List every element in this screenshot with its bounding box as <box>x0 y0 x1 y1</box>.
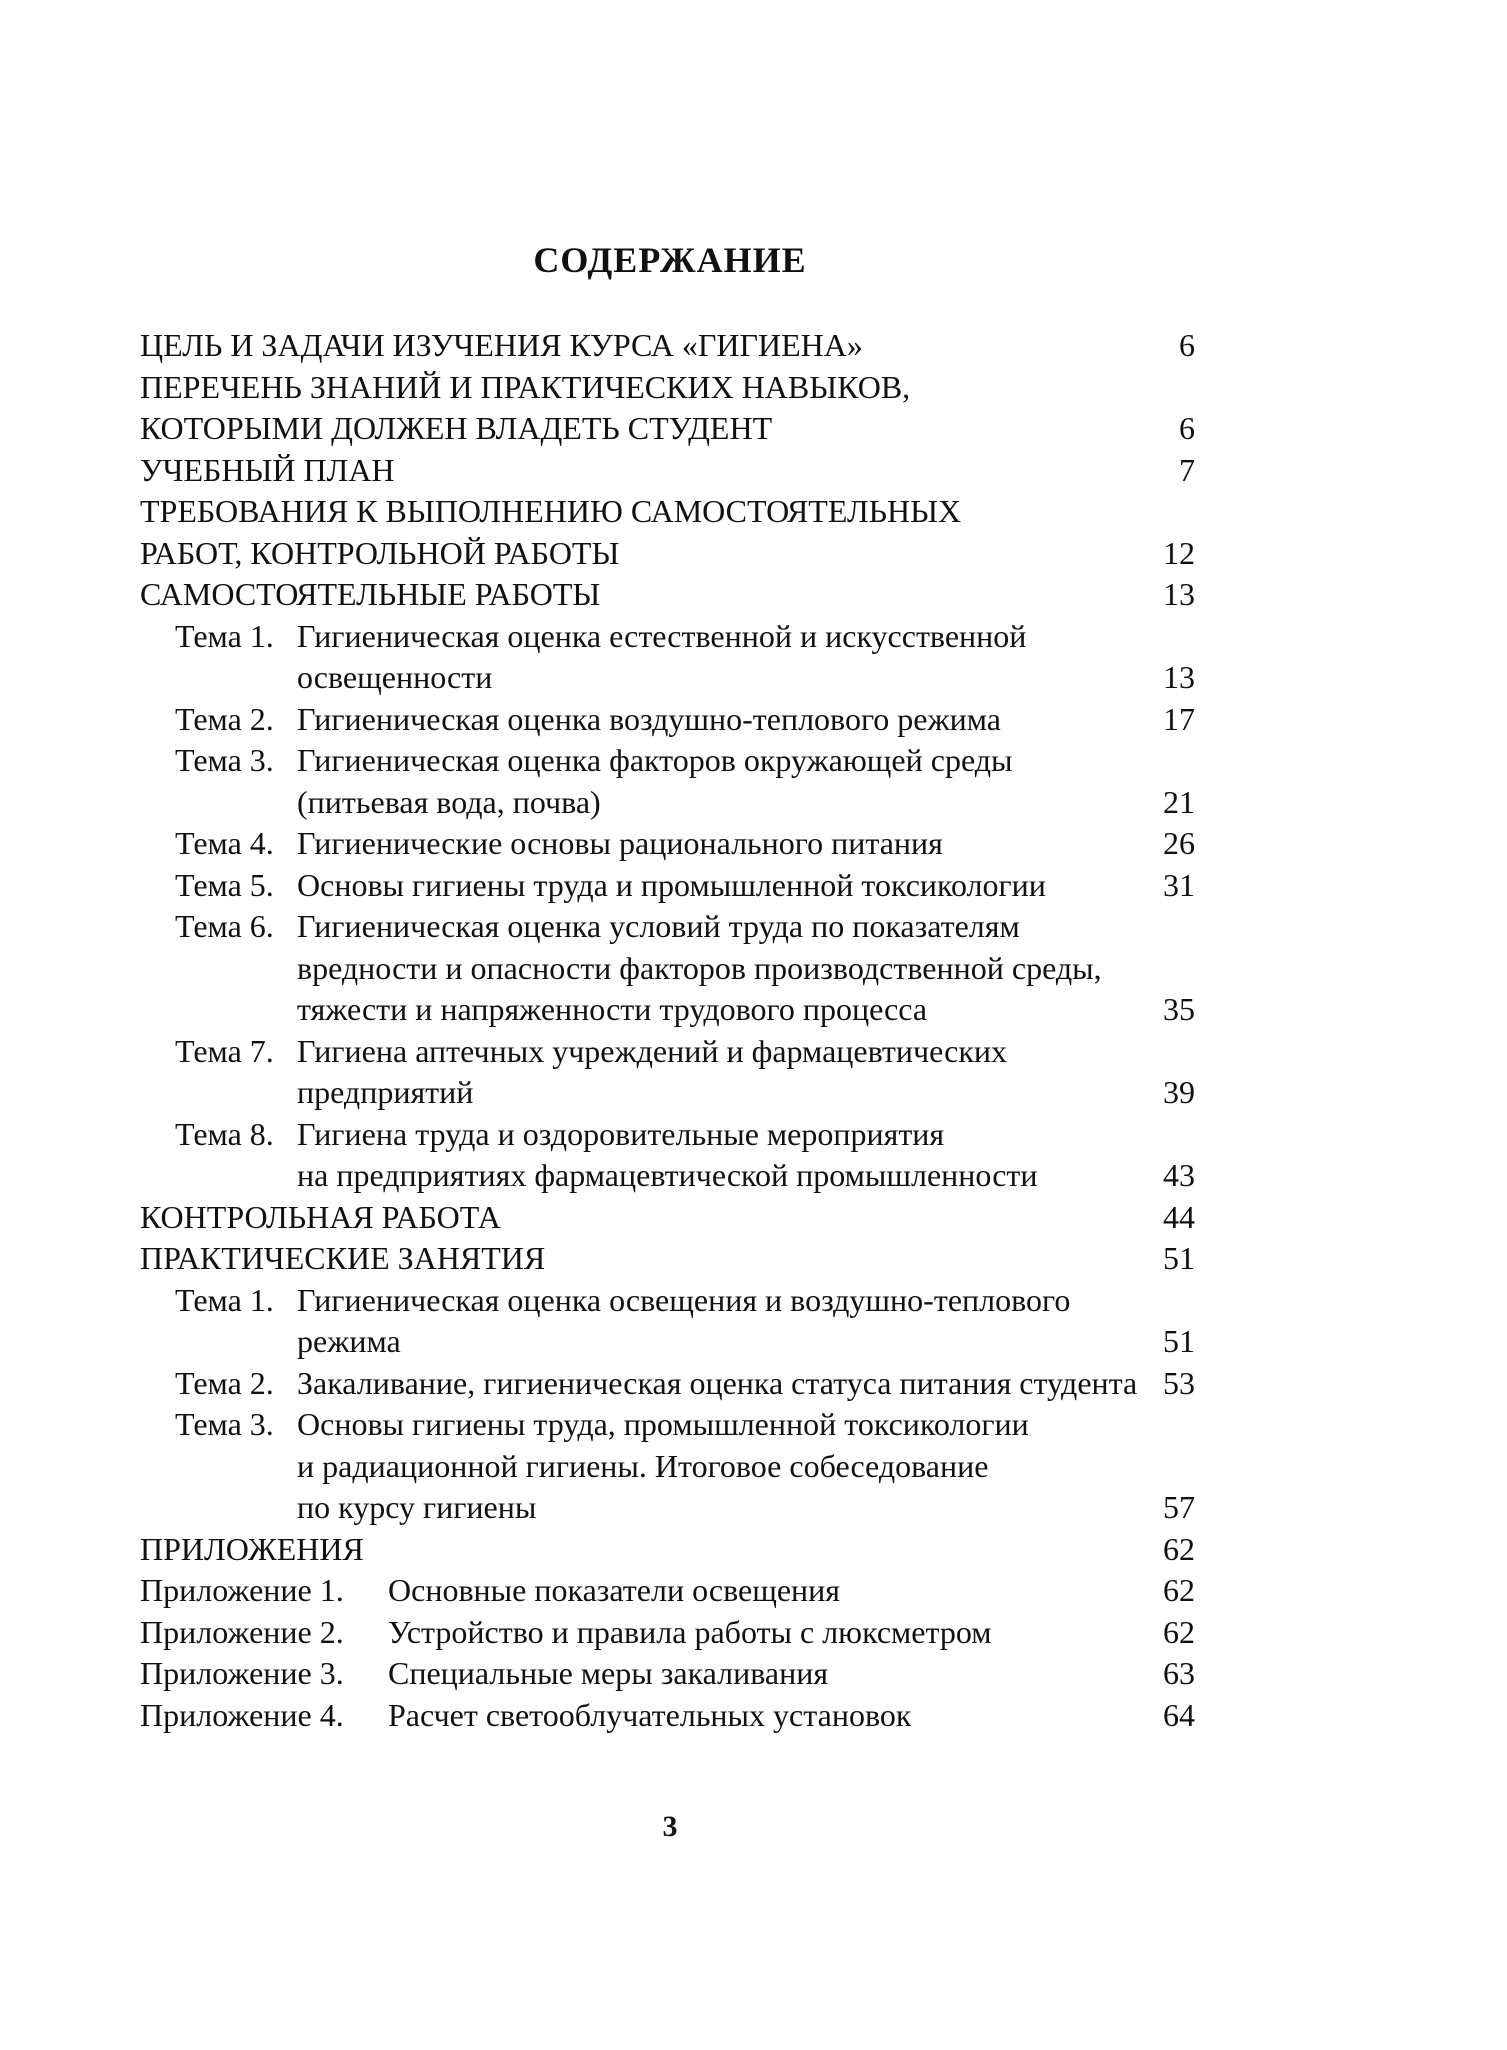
dot-leader <box>501 1227 1161 1228</box>
toc-entry-page: 57 <box>1163 1489 1195 1525</box>
toc-entry-label: освещенности <box>297 659 493 695</box>
toc-entry <box>140 491 1195 533</box>
dot-leader <box>1038 1185 1161 1186</box>
toc-entry-page: 64 <box>1163 1696 1195 1733</box>
dot-leader <box>545 1268 1161 1269</box>
toc-entry-label: Основные показатели освещения <box>388 1572 840 1608</box>
toc-entry-label: Основы гигиены труда, промышленной токсикологии <box>297 1406 1029 1442</box>
toc-entry-label: Гигиеническая оценка воздушно-теплового режима <box>297 700 1001 737</box>
toc-entry-label: на предприятиях фармацевтической промышленности <box>297 1157 1038 1193</box>
dot-leader <box>364 1559 1161 1560</box>
toc-entry-page: 6 <box>1179 410 1195 446</box>
toc-entry-page: 13 <box>1163 576 1195 612</box>
dot-leader <box>828 1683 1161 1684</box>
toc-entry-label: ПРИЛОЖЕНИЯ <box>140 1530 364 1567</box>
dot-leader <box>1137 1393 1161 1394</box>
toc-entry <box>140 1446 1195 1488</box>
toc-entry-number: Тема 6. <box>175 908 274 944</box>
toc-entry-page: 62 <box>1163 1613 1195 1650</box>
toc-entry <box>140 1487 1195 1529</box>
page-number: 3 <box>662 1810 678 1843</box>
toc-entry-number: Приложение 3. <box>140 1655 344 1691</box>
toc-entry <box>140 1321 1195 1363</box>
toc-entry <box>140 740 1195 782</box>
dot-leader <box>1001 729 1161 730</box>
toc-entry-label: вредности и опасности факторов производственной среды, <box>297 949 1102 986</box>
dot-leader <box>1046 895 1161 896</box>
toc-entry <box>140 1072 1195 1114</box>
toc-entry <box>140 367 1195 409</box>
dot-leader <box>943 853 1161 854</box>
dot-leader <box>863 355 1177 356</box>
toc-entry-label: предприятий <box>297 1074 474 1110</box>
toc-entry-label: Гигиеническая оценка условий труда по показателям <box>297 908 1020 944</box>
dot-leader <box>911 1725 1161 1726</box>
toc-entry-label: Гигиенические основы рационального питания <box>297 825 943 861</box>
toc-entry <box>140 1155 1195 1197</box>
toc-entry-number: Тема 4. <box>175 825 274 861</box>
toc-entry <box>140 1404 1195 1446</box>
toc-entry-page: 44 <box>1163 1198 1195 1235</box>
dot-leader <box>992 1642 1162 1643</box>
toc-entry <box>140 1363 1195 1405</box>
toc-entry <box>140 1114 1195 1156</box>
toc-entry-label: Закаливание, гигиеническая оценка статуса питания студента <box>297 1364 1138 1401</box>
toc-entry-number: Приложение 4. <box>140 1696 344 1733</box>
toc-entry <box>140 616 1195 658</box>
toc-entry-label: ПРАКТИЧЕСКИЕ ЗАНЯТИЯ <box>140 1240 546 1276</box>
toc-entry <box>140 1612 1195 1654</box>
toc-entry-number: Приложение 1. <box>140 1572 344 1608</box>
toc-entry-page: 17 <box>1163 700 1195 737</box>
toc-entry-label: ЦЕЛЬ И ЗАДАЧИ ИЗУЧЕНИЯ КУРСА «ГИГИЕНА» <box>140 327 863 363</box>
dot-leader <box>840 1600 1161 1601</box>
toc-entry-page: 51 <box>1163 1240 1195 1276</box>
toc-entry-number: Тема 2. <box>175 700 274 737</box>
dot-leader <box>772 438 1177 439</box>
toc-entry <box>140 989 1195 1031</box>
toc-entry-label: КОТОРЫМИ ДОЛЖЕН ВЛАДЕТЬ СТУДЕНТ <box>140 410 773 446</box>
toc-entry-number: Тема 1. <box>175 1281 274 1318</box>
toc-entry <box>140 533 1195 575</box>
toc-entry-number: Тема 2. <box>175 1364 274 1401</box>
toc-entry-label: КОНТРОЛЬНАЯ РАБОТА <box>140 1198 501 1235</box>
toc-entry-label: УЧЕБНЫЙ ПЛАН <box>140 451 395 488</box>
toc-entry-label: Гигиена труда и оздоровительные мероприятия <box>297 1115 945 1152</box>
toc-entry-number: Тема 3. <box>175 1406 274 1442</box>
dot-leader <box>601 812 1161 813</box>
dot-leader <box>619 563 1161 564</box>
dot-leader <box>927 1019 1161 1020</box>
toc-entry <box>140 408 1195 450</box>
toc-entry-number: Тема 7. <box>175 1032 274 1069</box>
toc-entry <box>140 865 1195 907</box>
dot-leader <box>395 480 1177 481</box>
toc-entry-label: ПЕРЕЧЕНЬ ЗНАНИЙ И ПРАКТИЧЕСКИХ НАВЫКОВ, <box>140 368 911 405</box>
toc-entry-page: 39 <box>1163 1074 1195 1110</box>
dot-leader <box>473 1102 1161 1103</box>
toc-entry-page: 21 <box>1163 783 1195 820</box>
toc-entry <box>140 574 1195 616</box>
toc-entry-page: 13 <box>1163 659 1195 695</box>
toc-entry-label: РАБОТ, КОНТРОЛЬНОЙ РАБОТЫ <box>140 534 620 571</box>
table-of-contents <box>140 325 1195 1736</box>
toc-entry-label: Гигиеническая оценка факторов окружающей среды <box>297 742 1013 778</box>
toc-entry <box>140 1238 1195 1280</box>
toc-entry-label: режима <box>297 1323 401 1359</box>
toc-entry-number: Тема 8. <box>175 1115 274 1152</box>
toc-entry <box>140 1529 1195 1571</box>
toc-entry <box>140 699 1195 741</box>
toc-entry <box>140 1653 1195 1695</box>
toc-entry-label: Расчет светооблучательных установок <box>388 1696 912 1733</box>
toc-entry <box>140 1695 1195 1737</box>
toc-entry-label: САМОСТОЯТЕЛЬНЫЕ РАБОТЫ <box>140 576 601 612</box>
toc-entry-label: ТРЕБОВАНИЯ К ВЫПОЛНЕНИЮ САМОСТОЯТЕЛЬНЫХ <box>140 493 962 529</box>
toc-entry-page: 63 <box>1163 1655 1195 1691</box>
toc-entry-label: Гигиеническая оценка освещения и воздушно-теплового <box>297 1281 1071 1318</box>
toc-entry <box>140 1280 1195 1322</box>
toc-entry <box>140 1570 1195 1612</box>
toc-entry <box>140 657 1195 699</box>
toc-entry-page: 26 <box>1163 825 1195 861</box>
toc-entry-number: Тема 5. <box>175 866 274 903</box>
toc-entry-label: по курсу гигиены <box>297 1489 537 1525</box>
toc-entry-label: Устройство и правила работы с люксметром <box>388 1613 992 1650</box>
toc-entry-page: 35 <box>1163 991 1195 1027</box>
toc-entry-label: Основы гигиены труда и промышленной токсикологии <box>297 866 1046 903</box>
toc-entry <box>140 823 1195 865</box>
toc-entry-page: 12 <box>1163 534 1195 571</box>
toc-entry-number: Тема 3. <box>175 742 274 778</box>
dot-leader <box>401 1351 1161 1352</box>
toc-entry-page: 43 <box>1163 1157 1195 1193</box>
toc-entry <box>140 782 1195 824</box>
toc-entry-label: Гигиена аптечных учреждений и фармацевтических <box>297 1032 1007 1069</box>
toc-entry-page: 31 <box>1163 866 1195 903</box>
toc-entry-page: 6 <box>1179 327 1195 363</box>
toc-entry-label: (питьевая вода, почва) <box>297 783 601 820</box>
toc-entry-number: Тема 1. <box>175 617 274 654</box>
page-title: СОДЕРЖАНИЕ <box>533 240 807 280</box>
toc-entry-label: Специальные меры закаливания <box>388 1655 829 1691</box>
toc-entry-page: 62 <box>1163 1530 1195 1567</box>
toc-entry-number: Приложение 2. <box>140 1613 344 1650</box>
toc-entry-page: 53 <box>1163 1364 1195 1401</box>
toc-entry-page: 62 <box>1163 1572 1195 1608</box>
dot-leader <box>600 604 1161 605</box>
toc-entry-label: тяжести и напряженности трудового процесса <box>297 991 928 1027</box>
toc-entry <box>140 450 1195 492</box>
toc-entry-page: 7 <box>1179 451 1195 488</box>
dot-leader <box>536 1517 1161 1518</box>
toc-entry-page: 51 <box>1163 1323 1195 1359</box>
toc-entry <box>140 1197 1195 1239</box>
toc-entry-label: Гигиеническая оценка естественной и искусственной <box>297 617 1027 654</box>
toc-entry <box>140 325 1195 367</box>
toc-entry <box>140 1031 1195 1073</box>
toc-entry <box>140 948 1195 990</box>
toc-entry <box>140 906 1195 948</box>
dot-leader <box>492 687 1161 688</box>
toc-entry-label: и радиационной гигиены. Итоговое собеседование <box>297 1447 989 1484</box>
